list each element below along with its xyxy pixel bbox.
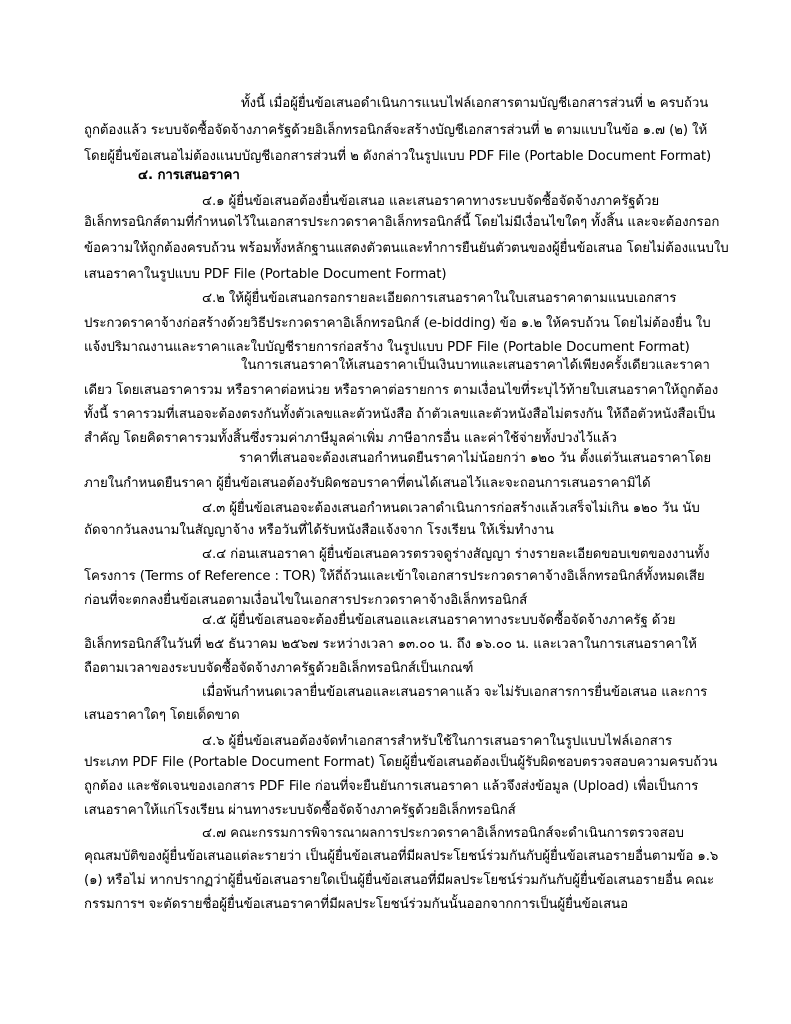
text-line: ๔.๔ ก่อนเสนอราคา ผู้ยื่นข้อเสนอควรตรวจดูร่างสัญญา ร่างรายละเอียดขอบเขตของงานทั้ง: [202, 547, 710, 562]
text-line: ๔.๕ ผู้ยื่นข้อเสนอจะต้องยื่นข้อเสนอและเสนอราคาทางระบบจัดซื้อจัดจ้างภาครัฐ ด้วย: [202, 613, 676, 628]
text-line: ก่อนที่จะตกลงยื่นข้อเสนอตามเงื่อนไขในเอกสารประกวดราคาจ้างอิเล็กทรอนิกส์: [84, 593, 528, 608]
text-line: ๔.๗ คณะกรรมการพิจารณาผลการประกวดราคาอิเล็กทรอนิกส์จะดำเนินการตรวจสอบ: [202, 826, 684, 841]
section-heading: ๔. การเสนอราคา: [138, 168, 240, 183]
text-line: ประเภท PDF File (Portable Document Format) โดยผู้ยื่นข้อเสนอต้องเป็นผู้รับผิดชอบตรวจสอบความครบถ้วน: [84, 755, 718, 770]
text-line: เสนอราคาให้แก่โรงเรียน ผ่านทางระบบจัดซื้อจัดจ้างภาครัฐด้วยอิเล็กทรอนิกส์: [84, 803, 516, 818]
text-line: ข้อความให้ถูกต้องครบถ้วน พร้อมทั้งหลักฐานแสดงตัวตนและทำการยืนยันตัวตนของผู้ยื่นข้อเสนอ โดยไม่ต้องแนบใบ: [84, 241, 729, 256]
text-line: เสนอราคาในรูปแบบ PDF File (Portable Document Format): [84, 267, 447, 282]
text-line: ถัดจากวันลงนามในสัญญาจ้าง หรือวันที่ได้รับหนังสือแจ้งจาก โรงเรียน ให้เริ่มทำงาน: [84, 523, 554, 538]
text-line: ราคาที่เสนอจะต้องเสนอกำหนดยืนราคาไม่น้อยกว่า ๑๒๐ วัน ตั้งแต่วันเสนอราคาโดย: [239, 451, 712, 466]
text-line: แจ้งปริมาณงานและราคาและใบบัญชีรายการก่อสร้าง ในรูปแบบ PDF File (Portable Document Format): [84, 340, 690, 355]
text-line: ถูกต้อง และชัดเจนของเอกสาร PDF File ก่อนที่จะยืนยันการเสนอราคา แล้วจึงส่งข้อมูล (Upload) เพื่อเป็นการ: [84, 779, 699, 794]
text-line: ทั้งนี้ เมื่อผู้ยื่นข้อเสนอดำเนินการแนบไฟล์เอกสารตามบัญชีเอกสารส่วนที่ ๒ ครบถ้วน: [241, 96, 709, 111]
text-line: คุณสมบัติของผู้ยื่นข้อเสนอแต่ละรายว่า เป็นผู้ยื่นข้อเสนอที่มีผลประโยชน์ร่วมกันกับผู้ยื่นข้อเสนอรายอื่นตามข้อ ๑.๖: [84, 849, 719, 864]
text-line: ภายในกำหนดยืนราคา ผู้ยื่นข้อเสนอต้องรับผิดชอบราคาที่ตนได้เสนอไว้และจะถอนการเสนอราคามิได้: [84, 476, 651, 491]
text-line: ประกวดราคาจ้างก่อสร้างด้วยวิธีประกวดราคาอิเล็กทรอนิกส์ (e-bidding) ข้อ ๑.๒ ให้ครบถ้วน โดยไม่ต้องยื่น ใบ: [84, 316, 711, 331]
text-line: โครงการ (Terms of Reference : TOR) ให้ถี่ถ้วนและเข้าใจเอกสารประกวดราคาจ้างอิเล็กทรอนิกส์ทั้งหมดเสีย: [84, 569, 705, 584]
text-line: เดียว โดยเสนอราคารวม หรือราคาต่อหน่วย หรือราคาต่อรายการ ตามเงื่อนไขที่ระบุไว้ท้ายใบเสนอราคาให้ถูกต้อง: [84, 383, 719, 398]
text-line: ถือตามเวลาของระบบจัดซื้อจัดจ้างภาครัฐด้วยอิเล็กทรอนิกส์เป็นเกณฑ์: [84, 661, 474, 676]
text-line: ๔.๖ ผู้ยื่นข้อเสนอต้องจัดทำเอกสารสำหรับใช้ในการเสนอราคาในรูปแบบไฟล์เอกสาร: [202, 734, 673, 749]
text-line: โดยผู้ยื่นข้อเสนอไม่ต้องแนบบัญชีเอกสารส่วนที่ ๒ ดังกล่าวในรูปแบบ PDF File (Portable Document Format): [84, 149, 712, 164]
text-line: ๔.๓ ผู้ยื่นข้อเสนอจะต้องเสนอกำหนดเวลาดำเนินการก่อสร้างแล้วเสร็จไม่เกิน ๑๒๐ วัน นับ: [202, 501, 700, 516]
text-line: ๔.๑ ผู้ยื่นข้อเสนอต้องยื่นข้อเสนอ และเสนอราคาทางระบบจัดซื้อจัดจ้างภาครัฐด้วย: [202, 194, 660, 209]
text-line: เสนอราคาใดๆ โดยเด็ดขาด: [84, 708, 240, 723]
text-line: (๑) หรือไม่ หากปรากฏว่าผู้ยื่นข้อเสนอรายใดเป็นผู้ยื่นข้อเสนอที่มีผลประโยชน์ร่วมกันกับผู้ยื่นข้อเสนอรายอื่น คณะ: [84, 873, 715, 888]
text-line: อิเล็กทรอนิกส์ในวันที่ ๒๕ ธันวาคม ๒๕๖๗ ระหว่างเวลา ๑๓.๐๐ น. ถึง ๑๖.๐๐ น. และเวลาในการเสนอราคาให้: [84, 637, 697, 652]
text-line: ในการเสนอราคาให้เสนอราคาเป็นเงินบาทและเสนอราคาได้เพียงครั้งเดียวและราคา: [241, 358, 710, 373]
text-line: สำคัญ โดยคิดราคารวมทั้งสิ้นซึ่งรวมค่าภาษีมูลค่าเพิ่ม ภาษีอากรอื่น และค่าใช้จ่ายทั้งปวงไว้แล้ว: [84, 431, 617, 446]
text-line: เมื่อพ้นกำหนดเวลายื่นข้อเสนอและเสนอราคาแล้ว จะไม่รับเอกสารการยื่นข้อเสนอ และการ: [202, 685, 708, 700]
text-line: กรรมการฯ จะตัดรายชื่อผู้ยื่นข้อเสนอราคาที่มีผลประโยชน์ร่วมกันนั้นออกจากการเป็นผู้ยื่นข้อเสนอ: [84, 897, 629, 912]
text-line: ๔.๒ ให้ผู้ยื่นข้อเสนอกรอกรายละเอียดการเสนอราคาในใบเสนอราคาตามแนบเอกสาร: [202, 291, 677, 306]
text-line: ถูกต้องแล้ว ระบบจัดซื้อจัดจ้างภาครัฐด้วยอิเล็กทรอนิกส์จะสร้างบัญชีเอกสารส่วนที่ ๒ ตามแบบในข้อ ๑.๗ (๒) ให้: [84, 123, 708, 138]
text-line: อิเล็กทรอนิกส์ตามที่กำหนดไว้ในเอกสารประกวดราคาอิเล็กทรอนิกส์นี้ โดยไม่มีเงื่อนไขใดๆ ทั้งสิ้น และจะต้องกรอก: [84, 215, 720, 230]
text-line: ทั้งนี้ ราคารวมที่เสนอจะต้องตรงกันทั้งตัวเลขและตัวหนังสือ ถ้าตัวเลขและตัวหนังสือไม่ตรงกัน ให้ถือตัวหนังสือเป็น: [84, 407, 716, 422]
